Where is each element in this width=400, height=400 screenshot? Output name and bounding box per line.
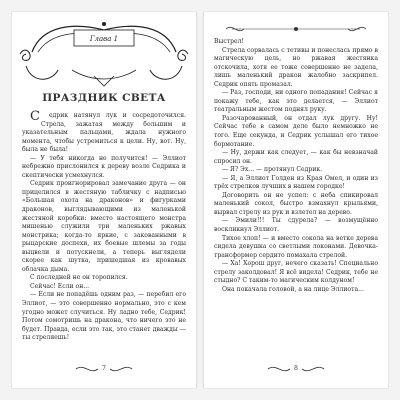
paragraph: Тихое хлоп! — и вместо сокола на ветке дерева сидела девушка со светлыми локонами. Девочка-трансформер сердито помахала стрелой. <box>214 234 378 259</box>
paragraph: Договорить он не успел: с неба спикировал маленький сокол, быстро взмахнул крыльями, вырвал стрелу из рук и взлетел на дерево. <box>214 191 378 216</box>
book-gutter <box>196 12 204 388</box>
paragraph: — Я, а Эллиот Голден из Края Омел, и один из трёх стрелков лучших в нашем городке! <box>214 174 378 191</box>
paragraph: Выстрел! <box>214 38 244 45</box>
chapter-title: ПРАЗДНИК СВЕТА <box>42 92 166 104</box>
header-ornament <box>226 22 366 36</box>
paragraph: — Эмили!!! Ты сдурела? — возмущённо воскликнул Эллиот. <box>214 217 378 234</box>
page-number: 7 <box>101 364 107 372</box>
chapter-ornament-bottom <box>12 60 196 90</box>
right-page <box>204 12 388 388</box>
paragraph: Она покачала головой, а на лице Эллиота... <box>222 285 364 293</box>
paragraph: — Я? Эх... — протянул Седрик. <box>222 166 323 174</box>
paragraph: — Если не попадёшь одним раз, — перебил его Эллиот, — это совершенно нормально, это с кем угодно может случиться. Ну ладно тебе, Седрик! Потом сомотришь на дракона, что ничего это не будет. Правда, если это так, это станет дважды — ты стреляешь! <box>22 291 186 342</box>
left-page-text <box>22 109 186 343</box>
paragraph: Стрела сорвалась с тетивы и понеслась прямо в магическую цель, но ржавая жестянка отскочила, хотя ее тоже совершенно не задела, лишь маленький дракон жалобно заскрипел. Седрик опять промазал. <box>214 46 378 88</box>
paragraph: Седрик проигнорировал замечание друга — он прицелился в жестяную табличку с надписью «Большая охота на драконов» и фигурками драконов, выглядывающими из маленькой жестяной коробки: вместо настоящего монстра мишенью служили три маленьких ржавых монстрика; когда-то яркие, с закованными в рыцарские доспехи, их боевые шлемы за годы выцвели и потускнели, а теперь выглядели скорее как шутка, пришедшая из кровавых облачка дыма. <box>22 180 186 273</box>
chapter-label: Глава 1 <box>89 35 119 43</box>
paragraph: — Раз, господи, ни одного попадания! Сейчас я покажу тебе, как это делается, — Эллиот театральным жестом поднял руку. <box>214 89 378 114</box>
page-number: 8 <box>293 364 299 372</box>
paragraph: Сейчас! Если он... <box>30 282 90 290</box>
paragraph: Седрик натянул лук и сосредоточился. Стрела, зажатая между большим и указательным пальцами, ждала нужного момента, чтобы устремиться к цели. Ну, вот. Ну, была не была! <box>22 109 186 154</box>
right-page-text <box>214 38 378 294</box>
paragraph: — Ну, держи как следует, — как бы невзначай спросил он. <box>214 149 378 165</box>
left-page <box>12 12 196 388</box>
paragraph: — У тебя никогда не получится! — Эллиот небрежно прислонился к дереву возле Седрика и скептически усмехнулся. <box>22 154 186 179</box>
paragraph: С последней не он торопился. <box>30 274 128 282</box>
paragraph: — Ха! Хорош друг, нечего сказать! Специально стрелу заколдовал! Я всё видела! Седрик, тебе не стыдно? С таким-то магическим колдуном! <box>214 260 378 285</box>
paragraph: Разочарованный, он отдал лук другу. Ну! Сейчас тебе в самом деле было немножко не того. Еще секунда, и Седрик услышал его тихое бормотание. <box>214 114 378 148</box>
